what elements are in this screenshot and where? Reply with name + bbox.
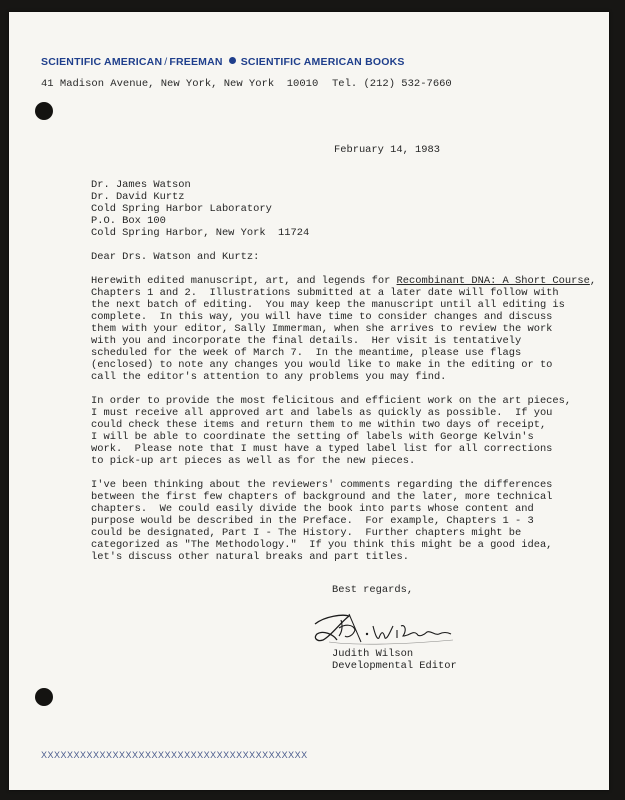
line-suffix: , xyxy=(589,275,597,287)
paragraph-line: Chapters 1 and 2. Illustrations submitted at a later date will follow with xyxy=(91,287,559,299)
paragraph-line: them with your editor, Sally Immerman, when she arrives to review the work xyxy=(91,323,553,335)
recipient-line: P.O. Box 100 xyxy=(91,215,166,227)
handwritten-signature xyxy=(309,600,459,650)
paragraph-line: between the first few chapters of background and the later, more technical xyxy=(91,491,553,503)
paragraph-line: In order to provide the most felicitous and efficient work on the art pieces, xyxy=(91,395,572,407)
paragraph-line: with you and incorporate the final details. Her visit is tentatively xyxy=(91,335,522,347)
paragraph-line: could check these items and return them to me within two days of receipt, xyxy=(91,419,547,431)
paragraph-line: chapters. We could easily divide the book into parts whose content and xyxy=(91,503,534,515)
paragraph-line: (enclosed) to note any changes you would like to make in the editing or to xyxy=(91,359,553,371)
bullet-dot-icon xyxy=(229,57,236,64)
letter-date: February 14, 1983 xyxy=(334,144,441,156)
closing: Best regards, xyxy=(332,584,414,596)
paragraph-line: categorized as "The Methodology." If you think this might be a good idea, xyxy=(91,539,553,551)
paragraph-line: complete. In this way, you will have time to consider changes and discuss xyxy=(91,311,553,323)
paragraph-line: purpose would be described in the Preface. For example, Chapters 1 - 3 xyxy=(91,515,534,527)
paragraph-line: call the editor's attention to any problems you may find. xyxy=(91,371,447,383)
paragraph-line: scheduled for the week of March 7. In the meantime, please use flags xyxy=(91,347,522,359)
book-title: Recombinant DNA: A Short Course xyxy=(396,275,590,287)
paragraph-line: I will be able to coordinate the setting of labels with George Kelvin's xyxy=(91,431,534,443)
letterhead-telephone: Tel. (212) 532-7660 xyxy=(332,78,452,90)
signer-name: Judith Wilson xyxy=(332,648,414,660)
binder-hole-bottom xyxy=(35,688,53,706)
signer-title: Developmental Editor xyxy=(332,660,457,672)
paragraph-line: I must receive all approved art and labels as quickly as possible. If you xyxy=(91,407,553,419)
letterhead-address: 41 Madison Avenue, New York, New York 10010 xyxy=(41,78,319,90)
paragraph-line: let's discuss other natural breaks and part titles. xyxy=(91,551,410,563)
paragraph-line xyxy=(91,275,596,287)
letterhead-brand-3: SCIENTIFIC AMERICAN BOOKS xyxy=(240,56,405,68)
recipient-line: Cold Spring Harbor Laboratory xyxy=(91,203,272,215)
paragraph-line: could be designated, Part I - The History. Further chapters might be xyxy=(91,527,522,539)
letter-page xyxy=(9,12,609,790)
recipient-line: Cold Spring Harbor, New York 11724 xyxy=(91,227,310,239)
paper-watermark-strip: XXXXXXXXXXXXXXXXXXXXXXXXXXXXXXXXXXXXXXXXX xyxy=(41,750,308,760)
letterhead-brand-2: FREEMAN xyxy=(169,56,223,68)
paragraph-line: the next batch of editing. You may keep the manuscript until all editing is xyxy=(91,299,565,311)
salutation: Dear Drs. Watson and Kurtz: xyxy=(91,251,260,263)
paragraph-line: I've been thinking about the reviewers' comments regarding the differences xyxy=(91,479,553,491)
letterhead: SCIENTIFIC AMERICAN / FREEMAN SCIENTIFIC AMERICAN BOOKS xyxy=(41,56,405,68)
paragraph-line: to pick-up art pieces as well as for the new pieces. xyxy=(91,455,416,467)
paragraph-line: work. Please note that I must have a typed label list for all corrections xyxy=(91,443,553,455)
recipient-line: Dr. David Kurtz xyxy=(91,191,185,203)
letterhead-brand-1: SCIENTIFIC AMERICAN xyxy=(41,56,163,68)
line-prefix: Herewith edited manuscript, art, and legends for xyxy=(91,275,397,287)
binder-hole-top xyxy=(35,102,53,120)
recipient-line: Dr. James Watson xyxy=(91,179,191,191)
